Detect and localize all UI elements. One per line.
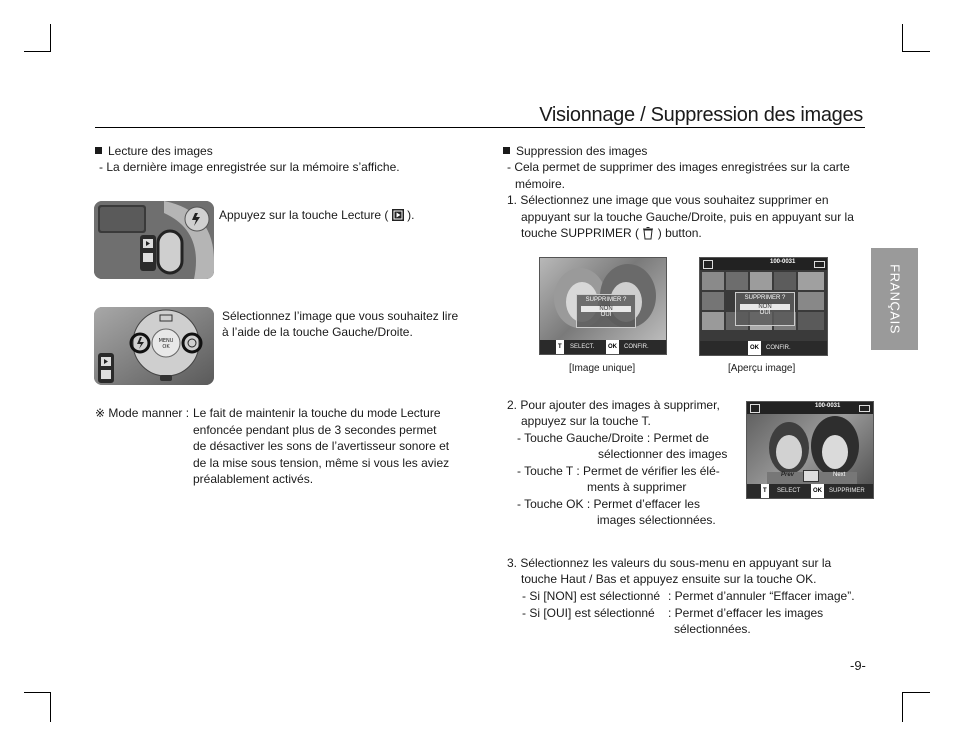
trash-icon — [642, 226, 654, 245]
playback-mode-icon — [703, 260, 713, 269]
ok-key-label: OK — [811, 484, 824, 498]
lcd-screen-preview — [699, 257, 828, 356]
step-suppr-3-line: 3. Sélectionnez les valeurs du sous-menu en appuyant sur la — [507, 556, 832, 570]
step-lecture-2-line1: Sélectionnez l’image que vous souhaitez lire — [222, 309, 459, 323]
lcd-top-bar — [700, 258, 827, 270]
prev-label: Prev — [781, 472, 795, 478]
dialog-title: SUPPRIMER ? — [585, 297, 627, 303]
option-non: NON — [740, 304, 790, 310]
step-suppr-2-line: images sélectionnées. — [597, 513, 716, 527]
language-tab — [871, 248, 918, 350]
note-line: de la mise sous tension, même si vous les aviez — [193, 456, 450, 470]
step-suppr-2-line: 2. Pour ajouter des images à supprimer, — [507, 398, 720, 412]
option-non-desc-label: - Si [NON] est sélectionné — [522, 589, 661, 603]
option-oui: OUI — [600, 312, 612, 318]
step-suppr-2-line: sélectionner des images — [598, 447, 728, 461]
camera-playback-button-photo — [94, 201, 214, 279]
step-lecture-1: Appuyez sur la touche Lecture ( ). — [219, 208, 415, 222]
crop-mark — [902, 24, 903, 52]
crop-mark — [50, 692, 51, 722]
crop-mark — [902, 692, 903, 722]
caption-preview: [Aperçu image] — [728, 363, 796, 374]
step-lecture-2-line2: à l’aide de la touche Gauche/Droite. — [222, 325, 413, 339]
step-suppr-2-line: - Touche OK : Permet d’effacer les — [517, 497, 700, 511]
step-suppr-1-line2: appuyant sur la touche Gauche/Droite, puis en appuyant sur la — [521, 210, 854, 224]
step-suppr-1-line3: touche SUPPRIMER ( ) button. — [521, 225, 702, 245]
battery-icon — [814, 261, 825, 268]
lcd-status-bar — [747, 484, 873, 498]
option-oui-desc-cont: sélectionnées. — [674, 622, 751, 636]
step-suppr-2-line: - Touche T : Permet de vérifier les élé- — [517, 464, 720, 478]
page-title: Visionnage / Suppression des images — [539, 104, 863, 126]
camera-navigation-buttons-photo — [94, 307, 214, 385]
step-suppr-1-line1: 1. Sélectionnez une image que vous souhaitez supprimer en — [507, 193, 829, 207]
note-line: préalablement activés. — [193, 472, 314, 486]
crop-mark — [24, 692, 51, 693]
note-line: Le fait de maintenir la touche du mode Lecture — [193, 406, 441, 420]
option-oui-desc: : Permet d’effacer les images — [668, 606, 824, 620]
file-number: 100-0031 — [770, 259, 796, 265]
step-suppr-3-line: touche Haut / Bas et appuyez ensuite sur la touche OK. — [521, 572, 817, 586]
t-key-label: T — [761, 484, 769, 498]
lcd-status-bar — [540, 340, 666, 354]
confirm-label: CONFIR. — [624, 344, 649, 350]
next-label: Next — [833, 472, 846, 478]
supprimer-label: SUPPRIMER — [829, 488, 865, 494]
step-suppr-2-line: ments à supprimer — [587, 480, 687, 494]
playback-icon — [392, 209, 404, 221]
note-label: ※ Mode manner : — [95, 406, 190, 420]
confirm-label: CONFIR. — [766, 345, 791, 351]
square-bullet-icon — [95, 147, 102, 154]
suppression-intro-line2: mémoire. — [515, 177, 566, 191]
file-number: 100-0031 — [815, 403, 841, 409]
step-suppr-2-line: appuyez sur la touche T. — [521, 414, 651, 428]
lcd-screen-single-image — [539, 257, 667, 355]
section-heading-lecture: Lecture des images — [95, 143, 213, 160]
svg-text:OK: OK — [162, 344, 170, 350]
caption-single: [Image unique] — [569, 363, 636, 374]
crop-mark — [50, 24, 51, 52]
lcd-screen-multi-select — [746, 401, 874, 499]
delete-dialog — [576, 294, 636, 328]
crop-mark — [24, 51, 51, 52]
option-non: NON — [581, 306, 631, 312]
title-rule — [95, 127, 865, 128]
square-bullet-icon — [503, 147, 510, 154]
battery-icon — [859, 405, 870, 412]
svg-text:MENU: MENU — [158, 338, 174, 344]
section-heading-suppression: Suppression des images — [503, 143, 647, 160]
t-key-label: T — [556, 340, 564, 354]
step-suppr-2-line: - Touche Gauche/Droite : Permet de — [517, 431, 709, 445]
lcd-status-bar — [700, 341, 827, 355]
delete-mark-icon — [803, 470, 819, 482]
suppression-intro-line1: - Cela permet de supprimer des images enregistrées sur la carte — [507, 160, 850, 174]
note-line: enfoncée pendant plus de 3 secondes permet — [193, 423, 437, 437]
note-line: de désactiver les sons de l’avertisseur sonore et — [193, 439, 450, 453]
lecture-intro: - La dernière image enregistrée sur la mémoire s’affiche. — [99, 160, 400, 174]
ok-key-label: OK — [748, 341, 761, 355]
option-oui-desc-label: - Si [OUI] est sélectionné — [522, 606, 655, 620]
select-label: SELECT — [777, 488, 801, 494]
dialog-title: SUPPRIMER ? — [744, 295, 786, 301]
lcd-top-bar — [747, 402, 873, 414]
crop-mark — [902, 51, 930, 52]
language-label: FRANÇAIS — [887, 264, 902, 334]
select-label: SELECT. — [570, 344, 595, 350]
delete-dialog — [735, 292, 795, 326]
ok-key-label: OK — [606, 340, 619, 354]
option-non-desc: : Permet d’annuler “Effacer image”. — [668, 589, 855, 603]
crop-mark — [902, 692, 930, 693]
page-number: -9- — [850, 658, 866, 673]
option-oui: OUI — [759, 310, 771, 316]
playback-mode-icon — [750, 404, 760, 413]
